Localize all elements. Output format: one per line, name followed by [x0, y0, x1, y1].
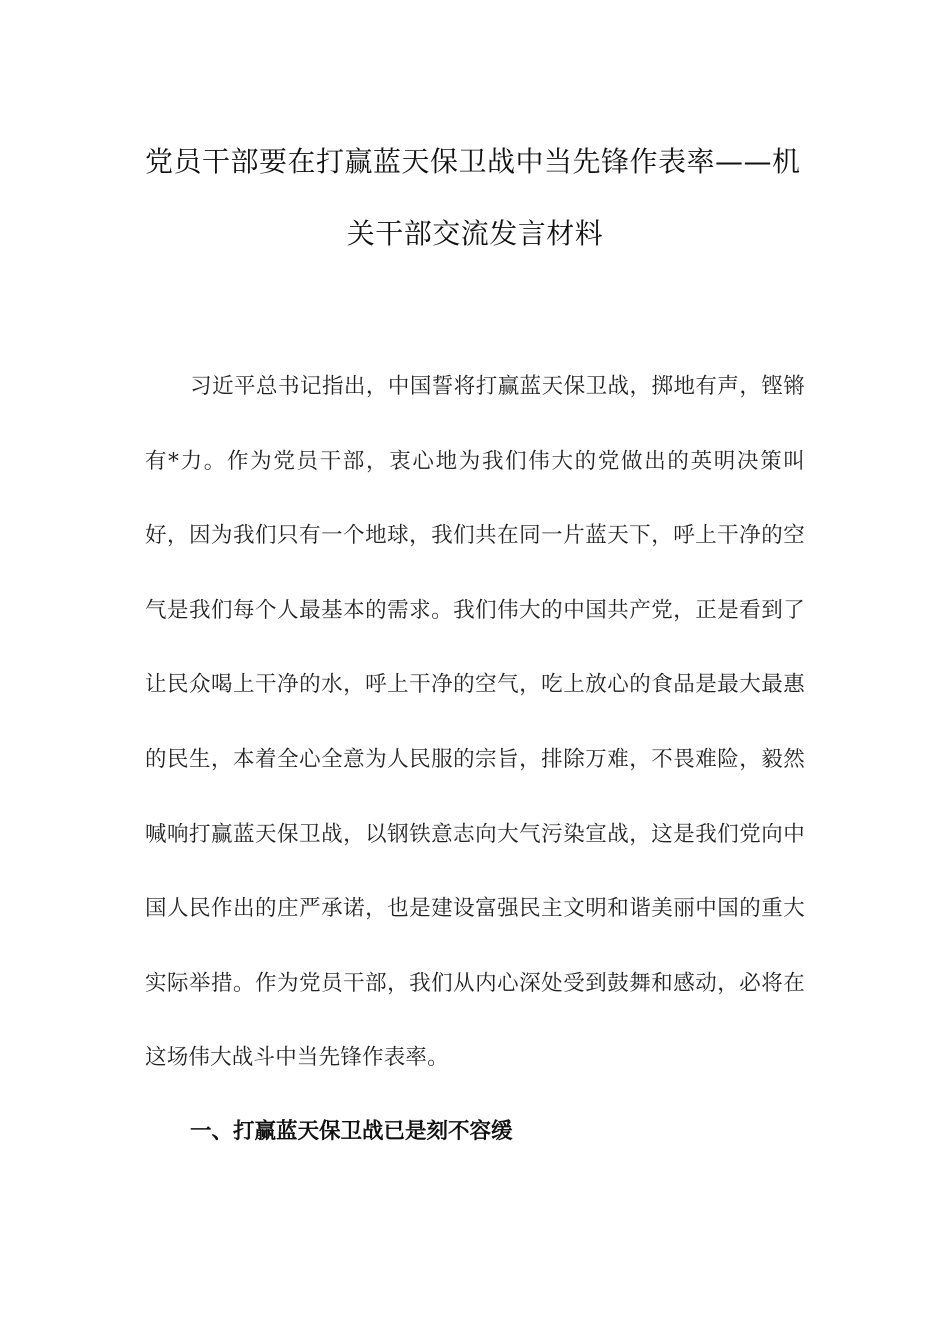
document-title-line-2: 关干部交流发言材料 — [346, 217, 604, 250]
document-title — [145, 126, 805, 270]
section-heading-1: 一、打赢蓝天保卫战已是刻不容缓 — [190, 1119, 513, 1144]
body-paragraph-1: 习近平总书记指出，中国誓将打赢蓝天保卫战，掷地有声，铿锵有*力。作为党员干部，衷心地为我们伟大的党做出的英明决策叫好，因为我们只有一个地球，我们共在同一片蓝天下，呼上干净的空气是我们每个人最基本的需求。我们伟大的中国共产党，正是看到了让民众喝上干净的水，呼上干净的空气，吃上放心的食品是最大最惠的民生，本着全心全意为人民服的宗旨，排除万难，不畏难险，毅然喊响打赢蓝天保卫战，以钢铁意志向大气污染宣战，这是我们党向中国人民作出的庄严承诺，也是建设富强民主文明和谐美丽中国的重大实际举措。作为党员干部，我们从内心深处受到鼓舞和感动，必将在这场伟大战斗中当先锋作表率。 — [145, 374, 805, 1071]
document-title-line-1: 党员干部要在打赢蓝天保卫战中当先锋作表率——机 — [145, 145, 801, 178]
